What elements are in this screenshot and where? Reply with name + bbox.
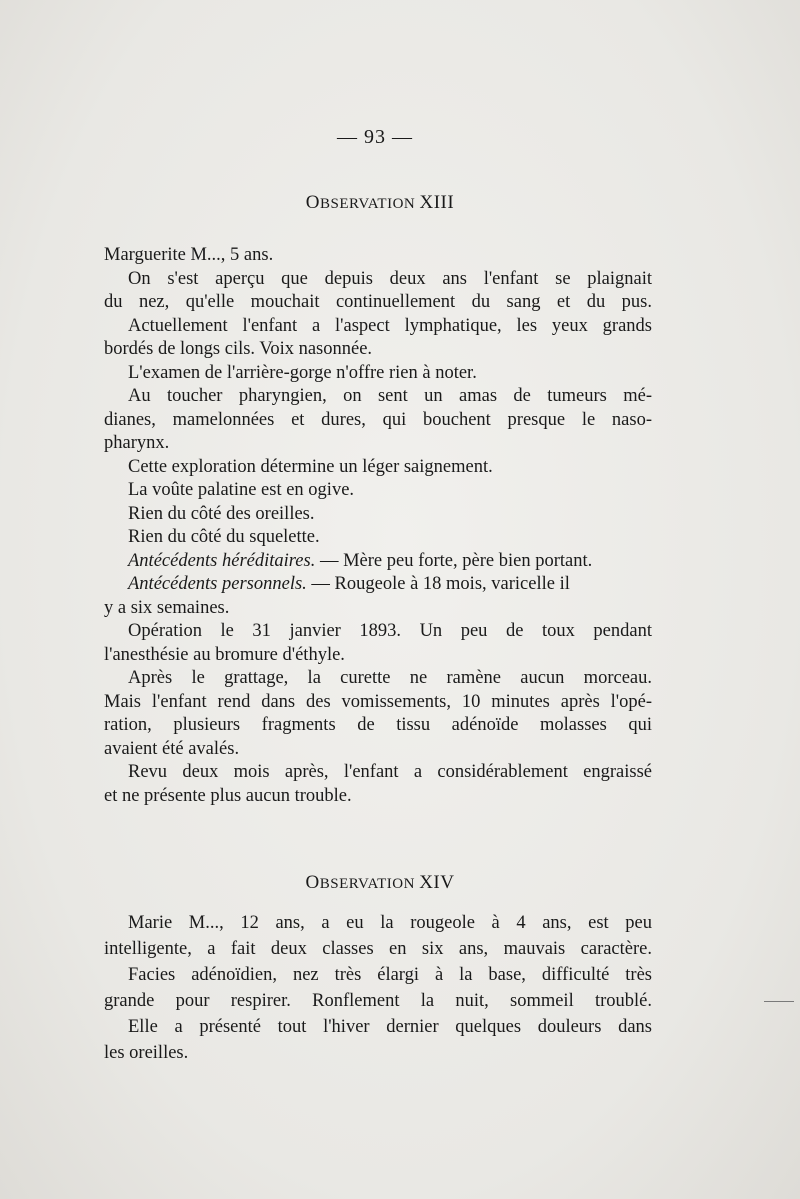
heading-initial: O	[305, 872, 320, 893]
text-line: avaient été avalés.	[104, 738, 240, 759]
heredity-text: — Mère peu forte, père bien portant.	[315, 550, 593, 571]
heading-number: XIII	[419, 192, 455, 213]
text-line: et ne présente plus aucun trouble.	[104, 785, 352, 806]
text-line: On s'est aperçu que depuis deux ans l'enfant se plaignait	[128, 268, 652, 289]
text-line: Marie M..., 12 ans, a eu la rougeole à 4 ans, est peu	[128, 913, 652, 933]
text-line: Au toucher pharyngien, on sent un amas de tumeurs mé-	[128, 386, 652, 406]
heading-word: BSERVATION	[320, 196, 416, 212]
text-line: ration, plusieurs fragments de tissu adénoïde molasses qui	[104, 715, 652, 735]
heading-initial: O	[305, 192, 321, 213]
text-line: l'anesthésie au bromure d'éthyle.	[104, 644, 345, 665]
personal-history-line	[104, 573, 652, 597]
text-line: les oreilles.	[104, 1043, 189, 1063]
observation-xiv-body	[104, 910, 652, 1066]
heredity-label: Antécédents héréditaires.	[128, 550, 316, 571]
text-line: Rien du côté des oreilles.	[128, 503, 315, 524]
text-line: pharynx.	[104, 433, 170, 453]
text-line: L'examen de l'arrière-gorge n'offre rien à noter.	[128, 362, 477, 383]
text-line: du nez, qu'elle mouchait continuellement du sang et du pus.	[104, 292, 652, 312]
text-line: Facies adénoïdien, nez très élargi à la base, difficulté très	[128, 965, 652, 985]
page-number: — 93 —	[337, 126, 413, 148]
text-line: Actuellement l'enfant a l'aspect lymphatique, les yeux grands	[128, 315, 652, 336]
text-line: grande pour respirer. Ronflement la nuit, sommeil troublé.	[104, 991, 652, 1011]
text-line: bordés de longs cils. Voix nasonnée.	[104, 339, 373, 359]
heredity-line	[104, 550, 652, 574]
heading-number: XIV	[419, 872, 455, 893]
text-line: Rien du côté du squelette.	[128, 527, 320, 547]
text-line: Mais l'enfant rend dans des vomissements, 10 minutes après l'opé-	[104, 691, 652, 712]
text-line: Elle a présenté tout l'hiver dernier quelques douleurs dans	[128, 1017, 652, 1037]
text-line: Après le grattage, la curette ne ramène aucun morceau.	[128, 668, 652, 688]
personal-history-text: — Rougeole à 18 mois, varicelle il	[306, 574, 570, 594]
text-line: Opération le 31 janvier 1893. Un peu de toux pendant	[128, 621, 652, 641]
personal-history-label: Antécédents personnels.	[128, 574, 307, 594]
observation-xiv-heading	[0, 872, 760, 894]
heading-word: BSERVATION	[319, 876, 415, 892]
text-line: intelligente, a fait deux classes en six ans, mauvais caractère.	[104, 939, 652, 959]
text-line: y a six semaines.	[104, 597, 230, 618]
text-line: dianes, mamelonnées et dures, qui bouchent presque le naso-	[104, 409, 652, 430]
text-line: La voûte palatine est en ogive.	[128, 480, 355, 500]
text-line: Marguerite M..., 5 ans.	[104, 245, 274, 265]
observation-xiii-heading	[0, 192, 760, 214]
margin-mark	[764, 1001, 794, 1002]
text-line: Cette exploration détermine un léger saignement.	[128, 456, 493, 477]
text-line: Revu deux mois après, l'enfant a considérablement engraissé	[128, 762, 652, 782]
observation-xiii-body	[104, 244, 652, 808]
